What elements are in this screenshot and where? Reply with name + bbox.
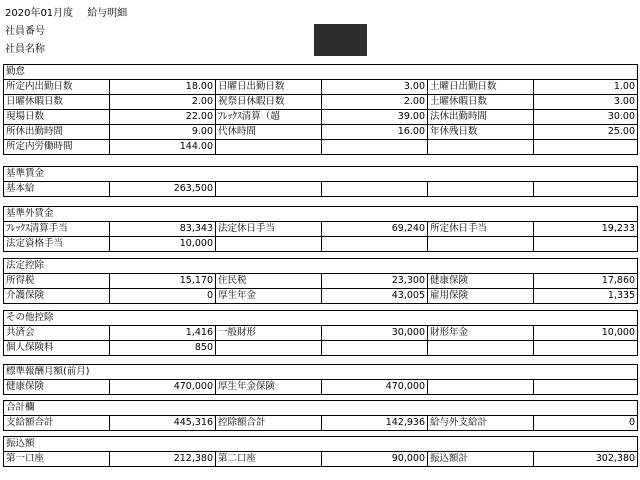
item-value: 10,000 bbox=[110, 237, 216, 252]
item-label: 代休時間 bbox=[216, 125, 322, 140]
section-0 bbox=[3, 64, 637, 155]
item-label: 支給額合計 bbox=[4, 416, 110, 431]
table-row bbox=[4, 452, 638, 467]
table-row bbox=[4, 140, 638, 155]
header-title-line bbox=[5, 6, 127, 22]
item-label: ﾌﾚｯｸｽ清算手当 bbox=[4, 222, 110, 237]
item-label: 所定内出勤日数 bbox=[4, 80, 110, 95]
item-value: 23,300 bbox=[322, 274, 428, 289]
table-row bbox=[4, 80, 638, 95]
item-label: 土曜休暇日数 bbox=[428, 95, 534, 110]
section-title: 合計欄 bbox=[4, 401, 638, 416]
section-title: 法定控除 bbox=[4, 259, 638, 274]
item-value bbox=[534, 380, 638, 395]
item-value: 1.00 bbox=[534, 80, 638, 95]
table-row bbox=[4, 182, 638, 197]
section-4 bbox=[3, 310, 637, 356]
section-5 bbox=[3, 364, 637, 395]
item-label: 第一口座 bbox=[4, 452, 110, 467]
table-row bbox=[4, 341, 638, 356]
section-table bbox=[3, 166, 638, 197]
item-value: 30,000 bbox=[322, 326, 428, 341]
section-7 bbox=[3, 436, 637, 467]
item-value: 263,500 bbox=[110, 182, 216, 197]
employee-name-label: 社員名称 bbox=[5, 44, 45, 55]
item-value: 470,000 bbox=[110, 380, 216, 395]
item-label: 個人保険料 bbox=[4, 341, 110, 356]
table-row bbox=[4, 237, 638, 252]
item-label: 給与外支給計 bbox=[428, 416, 534, 431]
item-label: 所定内労働時間 bbox=[4, 140, 110, 155]
item-label: 日曜休暇日数 bbox=[4, 95, 110, 110]
section-6 bbox=[3, 400, 637, 431]
section-title: その他控除 bbox=[4, 311, 638, 326]
item-value bbox=[322, 237, 428, 252]
item-value: 39.00 bbox=[322, 110, 428, 125]
item-label: 土曜日出勤日数 bbox=[428, 80, 534, 95]
item-label: 所定休日手当 bbox=[428, 222, 534, 237]
item-label: 住民税 bbox=[216, 274, 322, 289]
section-title: 振込額 bbox=[4, 437, 638, 452]
item-label: 振込額計 bbox=[428, 452, 534, 467]
item-label: 法定休日手当 bbox=[216, 222, 322, 237]
item-value: 16.00 bbox=[322, 125, 428, 140]
item-value: 83,343 bbox=[110, 222, 216, 237]
item-label: 日曜日出勤日数 bbox=[216, 80, 322, 95]
item-value: 17,860 bbox=[534, 274, 638, 289]
item-label bbox=[216, 341, 322, 356]
table-row bbox=[4, 110, 638, 125]
document-title: 給与明細 bbox=[87, 8, 128, 19]
item-label: 共済会 bbox=[4, 326, 110, 341]
employee-number-label: 社員番号 bbox=[5, 26, 45, 37]
item-label: 一般財形 bbox=[216, 326, 322, 341]
section-table bbox=[3, 206, 638, 252]
item-value: 9.00 bbox=[110, 125, 216, 140]
table-row bbox=[4, 416, 638, 431]
item-value: 445,316 bbox=[110, 416, 216, 431]
section-table bbox=[3, 310, 638, 356]
item-value: 22.00 bbox=[110, 110, 216, 125]
pay-period: 2020年01月度 bbox=[5, 8, 74, 19]
table-row bbox=[4, 289, 638, 304]
item-label bbox=[216, 237, 322, 252]
item-label bbox=[216, 140, 322, 155]
item-value bbox=[322, 140, 428, 155]
item-value: 30.00 bbox=[534, 110, 638, 125]
item-value: 15,170 bbox=[110, 274, 216, 289]
item-label: 厚生年金保険 bbox=[216, 380, 322, 395]
item-value: 25.00 bbox=[534, 125, 638, 140]
item-label bbox=[428, 380, 534, 395]
item-value: 3.00 bbox=[534, 95, 638, 110]
section-table bbox=[3, 400, 638, 431]
item-value: 0 bbox=[110, 289, 216, 304]
section-title: 標準報酬月額(前月) bbox=[4, 365, 638, 380]
item-value: 2.00 bbox=[110, 95, 216, 110]
item-label: 介護保険 bbox=[4, 289, 110, 304]
item-label: 所得税 bbox=[4, 274, 110, 289]
item-label: 所休出勤時間 bbox=[4, 125, 110, 140]
item-label: 祝祭日休暇日数 bbox=[216, 95, 322, 110]
item-label bbox=[428, 341, 534, 356]
item-label: 健康保険 bbox=[428, 274, 534, 289]
item-label: 法休出勤時間 bbox=[428, 110, 534, 125]
item-value bbox=[534, 182, 638, 197]
item-value: 850 bbox=[110, 341, 216, 356]
item-label bbox=[428, 237, 534, 252]
item-value bbox=[534, 140, 638, 155]
section-2 bbox=[3, 206, 637, 252]
item-label bbox=[428, 182, 534, 197]
item-value: 0 bbox=[534, 416, 638, 431]
item-value bbox=[322, 341, 428, 356]
item-value bbox=[322, 182, 428, 197]
item-value: 3.00 bbox=[322, 80, 428, 95]
section-table bbox=[3, 364, 638, 395]
item-value bbox=[534, 237, 638, 252]
section-title: 勤怠 bbox=[4, 65, 638, 80]
section-1 bbox=[3, 166, 637, 197]
item-value: 90,000 bbox=[322, 452, 428, 467]
item-value: 1,416 bbox=[110, 326, 216, 341]
item-label bbox=[216, 182, 322, 197]
item-value: 212,380 bbox=[110, 452, 216, 467]
section-3 bbox=[3, 258, 637, 304]
item-value bbox=[534, 341, 638, 356]
item-label: 財形年金 bbox=[428, 326, 534, 341]
table-row bbox=[4, 125, 638, 140]
item-value: 18.00 bbox=[110, 80, 216, 95]
item-label: 健康保険 bbox=[4, 380, 110, 395]
item-value: 43,005 bbox=[322, 289, 428, 304]
item-value: 10,000 bbox=[534, 326, 638, 341]
item-label: 年休残日数 bbox=[428, 125, 534, 140]
section-title: 基準賃金 bbox=[4, 167, 638, 182]
redacted-employee-info bbox=[314, 24, 367, 56]
item-label: 第二口座 bbox=[216, 452, 322, 467]
section-title: 基準外賃金 bbox=[4, 207, 638, 222]
item-label: 控除額合計 bbox=[216, 416, 322, 431]
table-row bbox=[4, 222, 638, 237]
table-row bbox=[4, 95, 638, 110]
table-row bbox=[4, 380, 638, 395]
item-value: 142,936 bbox=[322, 416, 428, 431]
item-value: 1,335 bbox=[534, 289, 638, 304]
item-value: 2.00 bbox=[322, 95, 428, 110]
item-label bbox=[428, 140, 534, 155]
item-value: 302,380 bbox=[534, 452, 638, 467]
table-row bbox=[4, 326, 638, 341]
item-label: 法定資格手当 bbox=[4, 237, 110, 252]
item-label: ﾌﾚｯｸｽ清算（超 bbox=[216, 110, 322, 125]
section-table bbox=[3, 64, 638, 155]
item-label: 厚生年金 bbox=[216, 289, 322, 304]
table-row bbox=[4, 274, 638, 289]
item-value: 19,233 bbox=[534, 222, 638, 237]
item-label: 雇用保険 bbox=[428, 289, 534, 304]
item-label: 現場日数 bbox=[4, 110, 110, 125]
item-value: 470,000 bbox=[322, 380, 428, 395]
section-table bbox=[3, 258, 638, 304]
section-table bbox=[3, 436, 638, 467]
item-value: 144.00 bbox=[110, 140, 216, 155]
item-value: 69,240 bbox=[322, 222, 428, 237]
item-label: 基本給 bbox=[4, 182, 110, 197]
